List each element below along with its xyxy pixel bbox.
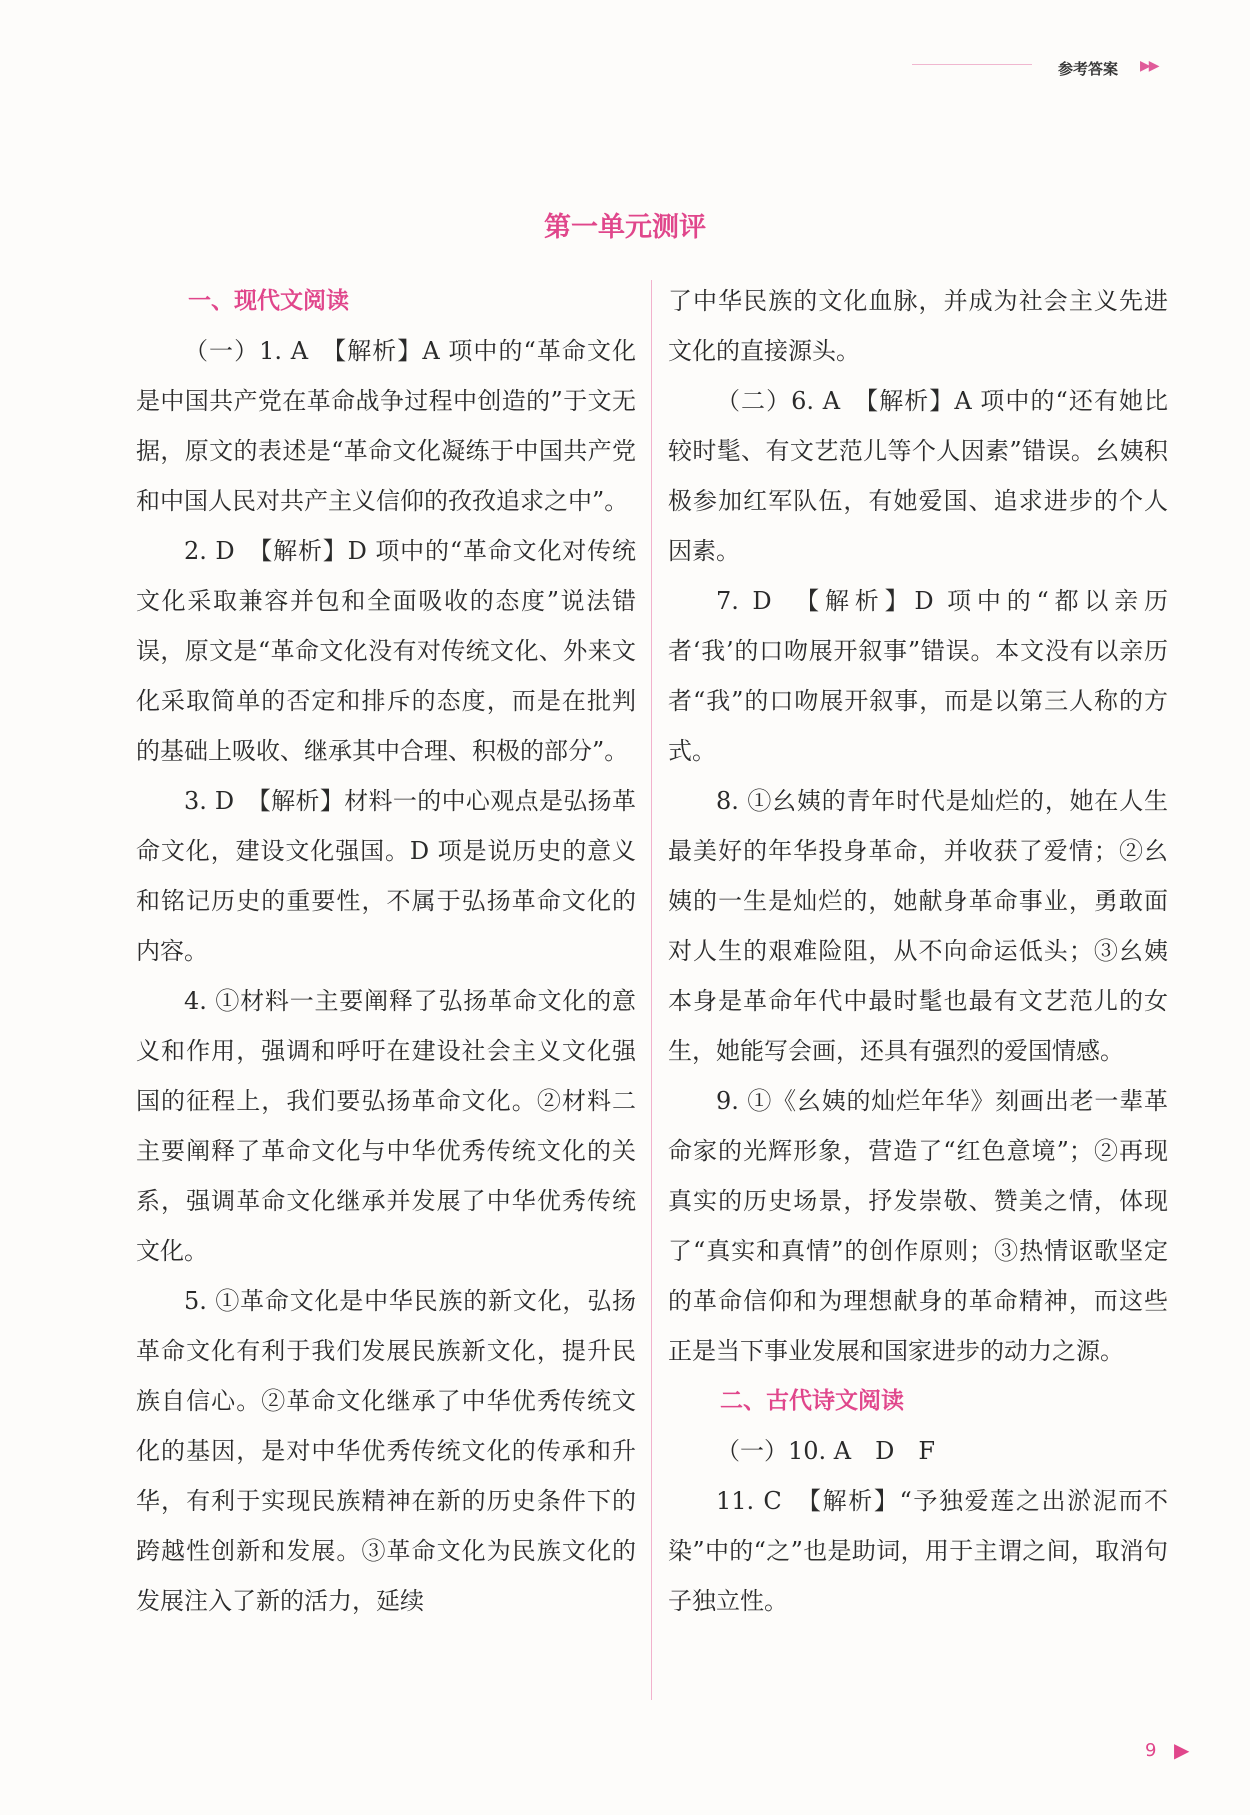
header-rule — [912, 64, 1032, 65]
answer-paragraph: 7. D 【解析】D 项中的“都以亲历者‘我’的口吻展开叙事”错误。本文没有以亲历者“我”的口吻展开叙事，而是以第三人称的方式。 — [668, 587, 1168, 765]
page-number: 9 — [1145, 1740, 1157, 1761]
answer-paragraph: 4. ①材料一主要阐释了弘扬革命文化的意义和作用，强调和呼吁在建设社会主义文化强国的征程上，我们要弘扬革命文化。②材料二主要阐释了革命文化与中华优秀传统文化的关系，强调革命文化继承并发展了中华优秀传统文化。 — [136, 987, 636, 1265]
header-arrows-icon: ▶▶ — [1140, 58, 1158, 74]
column-divider — [651, 280, 652, 1700]
left-column — [136, 276, 636, 1626]
section-heading-classical-reading: 二、古代诗文阅读 — [720, 1388, 904, 1414]
right-column — [668, 276, 1168, 1626]
answer-paragraph: 11. C 【解析】“予独爱莲之出淤泥而不染”中的“之”也是助词，用于主谓之间，取消句子独立性。 — [668, 1487, 1168, 1615]
answer-paragraph: （一）1. A 【解析】A 项中的“革命文化是中国共产党在革命战争过程中创造的”于文无据，原文的表述是“革命文化凝练于中国共产党和中国人民对共产主义信仰的孜孜追求之中”。 — [136, 337, 636, 515]
answer-paragraph: 5. ①革命文化是中华民族的新文化，弘扬革命文化有利于我们发展民族新文化，提升民族自信心。②革命文化继承了中华优秀传统文化的基因，是对中华优秀传统文化的传承和升华，有利于实现民族精神在新的历史条件下的跨越性创新和发展。③革命文化为民族文化的发展注入了新的活力，延续 — [136, 1287, 636, 1615]
section-heading-modern-reading: 一、现代文阅读 — [188, 288, 349, 314]
header-label: 参考答案 — [1058, 60, 1119, 78]
unit-title: 第一单元测评 — [544, 212, 706, 243]
answer-paragraph: 2. D 【解析】D 项中的“革命文化对传统文化采取兼容并包和全面吸收的态度”说法错误，原文是“革命文化没有对传统文化、外来文化采取简单的否定和排斥的态度，而是在批判的基础上吸收、继承其中合理、积极的部分”。 — [136, 537, 636, 765]
answer-paragraph: 9. ①《幺姨的灿烂年华》刻画出老一辈革命家的光辉形象，营造了“红色意境”；②再现真实的历史场景，抒发崇敬、赞美之情，体现了“真实和真情”的创作原则；③热情讴歌坚定的革命信仰和为理想献身的革命精神，而这些正是当下事业发展和国家进步的动力之源。 — [668, 1087, 1168, 1365]
page-arrow-icon: ▶ — [1174, 1738, 1190, 1762]
answer-paragraph: 8. ①幺姨的青年时代是灿烂的，她在人生最美好的年华投身革命，并收获了爱情；②幺姨的一生是灿烂的，她献身革命事业，勇敢面对人生的艰难险阻，从不向命运低头；③幺姨本身是革命年代中最时髦也最有文艺范儿的女生，她能写会画，还具有强烈的爱国情感。 — [668, 787, 1168, 1065]
answer-continuation: 了中华民族的文化血脉，并成为社会主义先进文化的直接源头。 — [668, 287, 1168, 365]
answer-paragraph: （一）10. A D F — [716, 1437, 936, 1465]
answer-paragraph: （二）6. A 【解析】A 项中的“还有她比较时髦、有文艺范儿等个人因素”错误。幺姨积极参加红军队伍，有她爱国、追求进步的个人因素。 — [668, 387, 1168, 565]
answer-paragraph: 3. D 【解析】材料一的中心观点是弘扬革命文化，建设文化强国。D 项是说历史的意义和铭记历史的重要性，不属于弘扬革命文化的内容。 — [136, 787, 636, 965]
